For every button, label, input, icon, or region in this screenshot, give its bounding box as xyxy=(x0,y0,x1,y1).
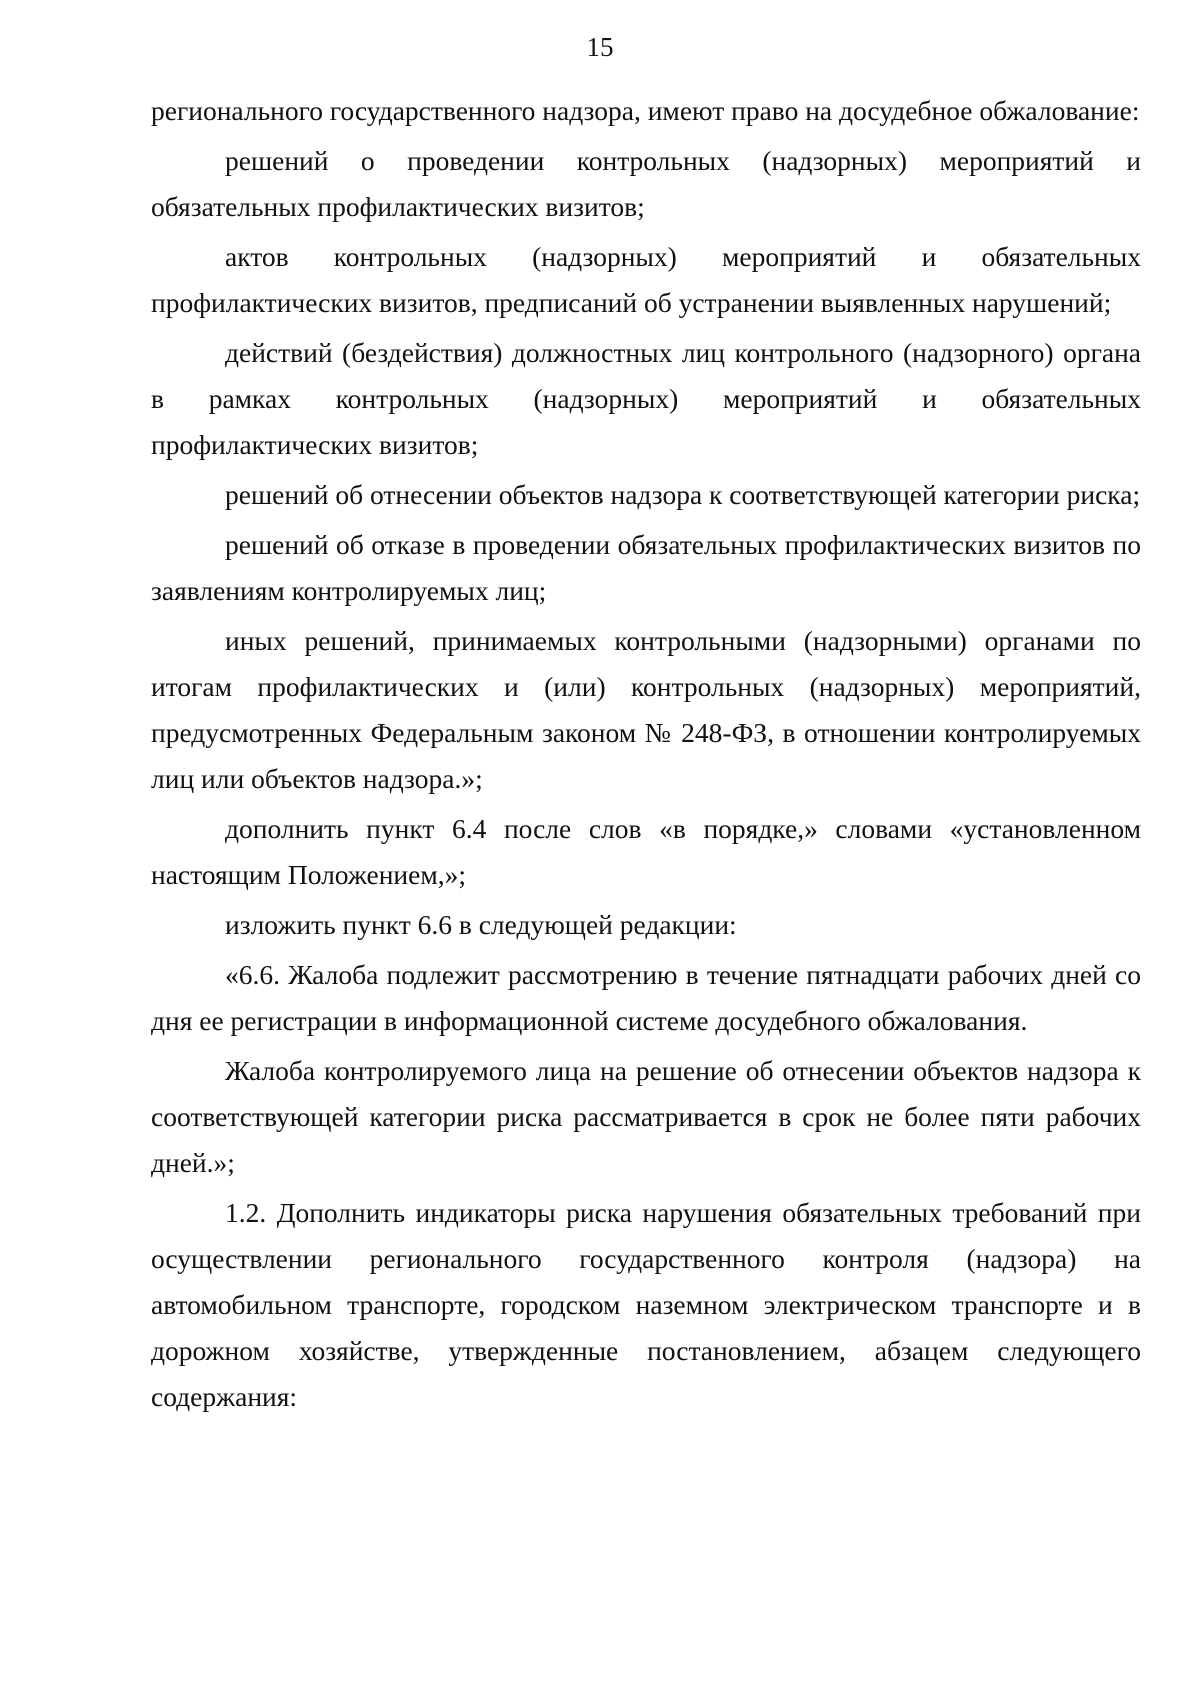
paragraph: Жалоба контролируемого лица на решение об отнесении объектов надзора к соответствующей категории риска рассматривается в срок не более пяти рабочих дней.»; xyxy=(151,1055,1141,1178)
paragraph: решений об отказе в проведении обязательных профилактических визитов по заявлениям контролируемых лиц; xyxy=(151,529,1141,606)
paragraph: решений о проведении контрольных (надзорных) мероприятий и обязательных профилактических визитов; xyxy=(151,145,1141,222)
paragraph: «6.6. Жалоба подлежит рассмотрению в течение пятнадцати рабочих дней со дня ее регистрации в информационной системе досудебного обжалования. xyxy=(151,959,1141,1036)
paragraph: решений об отнесении объектов надзора к соответствующей категории риска; xyxy=(225,479,1141,510)
paragraph: действий (бездействия) должностных лиц контрольного (надзорного) органа в рамках контрольных (надзорных) мероприятий и обязательных профилактических визитов; xyxy=(151,337,1141,460)
paragraph: изложить пункт 6.6 в следующей редакции: xyxy=(225,909,737,940)
paragraph: иных решений, принимаемых контрольными (надзорными) органами по итогам профилактических и (или) контрольных (надзорных) мероприятий, предусмотренных Федеральным законом № 248-ФЗ, в отношении контролируемых лиц или объектов надзора.»; xyxy=(151,625,1141,794)
paragraph-continuation: регионального государственного надзора, имеют право на досудебное обжалование: xyxy=(151,95,1140,126)
paragraph: актов контрольных (надзорных) мероприятий и обязательных профилактических визитов, предписаний об устранении выявленных нарушений; xyxy=(151,241,1141,318)
page-number: 15 xyxy=(586,32,614,62)
paragraph: дополнить пункт 6.4 после слов «в порядке,» словами «установленном настоящим Положением,»; xyxy=(151,813,1141,890)
document-body xyxy=(151,88,1141,1424)
paragraph: 1.2. Дополнить индикаторы риска нарушения обязательных требований при осуществлении регионального государственного контроля (надзора) на автомобильном транспорте, городском наземном электрическом транспорте и в дорожном хозяйстве, утвержденные постановлением, абзацем следующего содержания: xyxy=(151,1197,1141,1412)
